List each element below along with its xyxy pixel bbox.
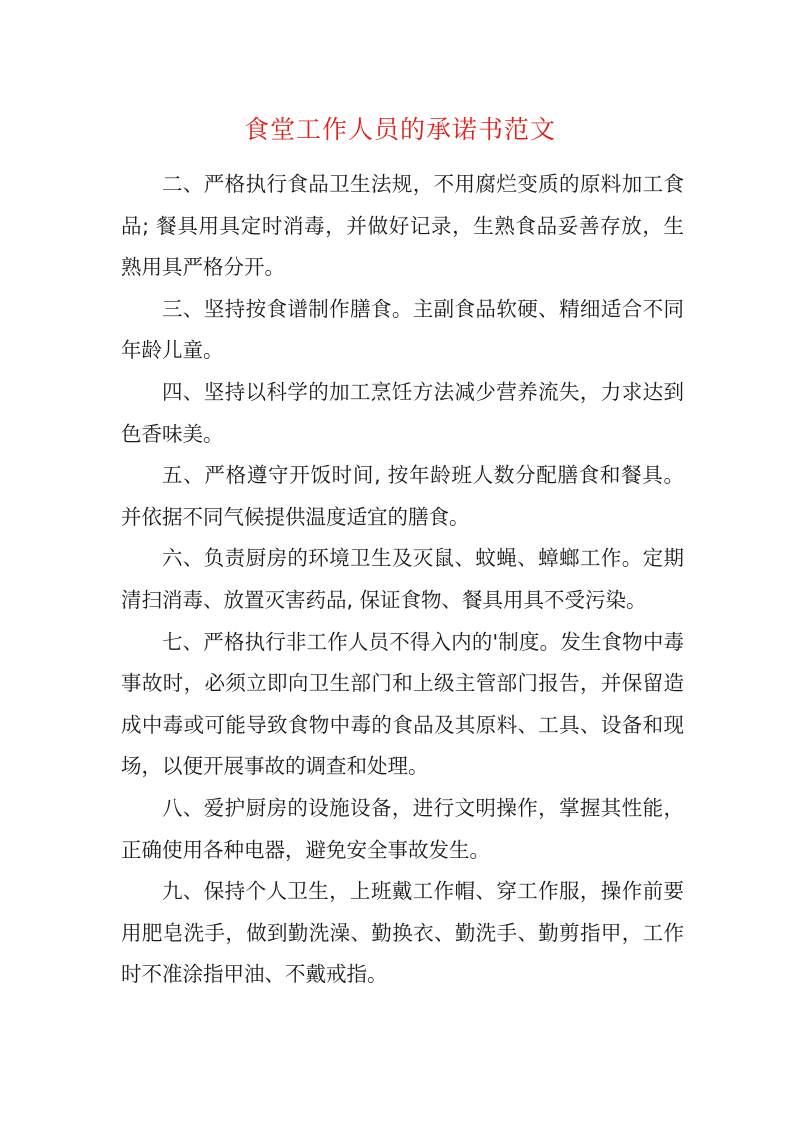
- paragraph-item-3: 三、坚持按食谱制作膳食。主副食品软硬、精细适合不同年龄儿童。: [121, 296, 684, 363]
- paragraph-item-4: 四、坚持以科学的加工烹饪方法减少营养流失，力求达到色香味美。: [121, 379, 684, 446]
- document-body: [121, 164, 684, 996]
- paragraph-item-6: 六、负责厨房的环境卫生及灭鼠、蚊蝇、蟑螂工作。定期清扫消毒、放置灭害药品, 保证食物、餐具用具不受污染。: [121, 546, 684, 612]
- paragraph-item-2: 二、严格执行食品卫生法规，不用腐烂变质的原料加工食品; 餐具用具定时消毒，并做好记录，生熟食品妥善存放，生熟用具严格分开。: [121, 172, 684, 280]
- paragraph-item-5: 五、严格遵守开饭时间, 按年龄班人数分配膳食和餐具。并依据不同气候提供温度适宜的膳食。: [121, 463, 684, 529]
- paragraph-item-9: 九、保持个人卫生，上班戴工作帽、穿工作服，操作前要用肥皂洗手，做到勤洗澡、勤换衣、勤洗手、勤剪指甲，工作时不准涂指甲油、不戴戒指。: [121, 879, 684, 987]
- paragraph-item-7: 七、严格执行非工作人员不得入内的'制度。发生食物中毒事故时，必须立即向卫生部门和上级主管部门报告，并保留造成中毒或可能导致食物中毒的食品及其原料、工具、设备和现场，以便开展事故的调查和处理。: [121, 629, 684, 779]
- paragraph-item-8: 八、爱护厨房的设施设备，进行文明操作，掌握其性能，正确使用各种电器，避免安全事故发生。: [121, 795, 684, 862]
- document-title: 食堂工作人员的承诺书范文: [243, 115, 556, 144]
